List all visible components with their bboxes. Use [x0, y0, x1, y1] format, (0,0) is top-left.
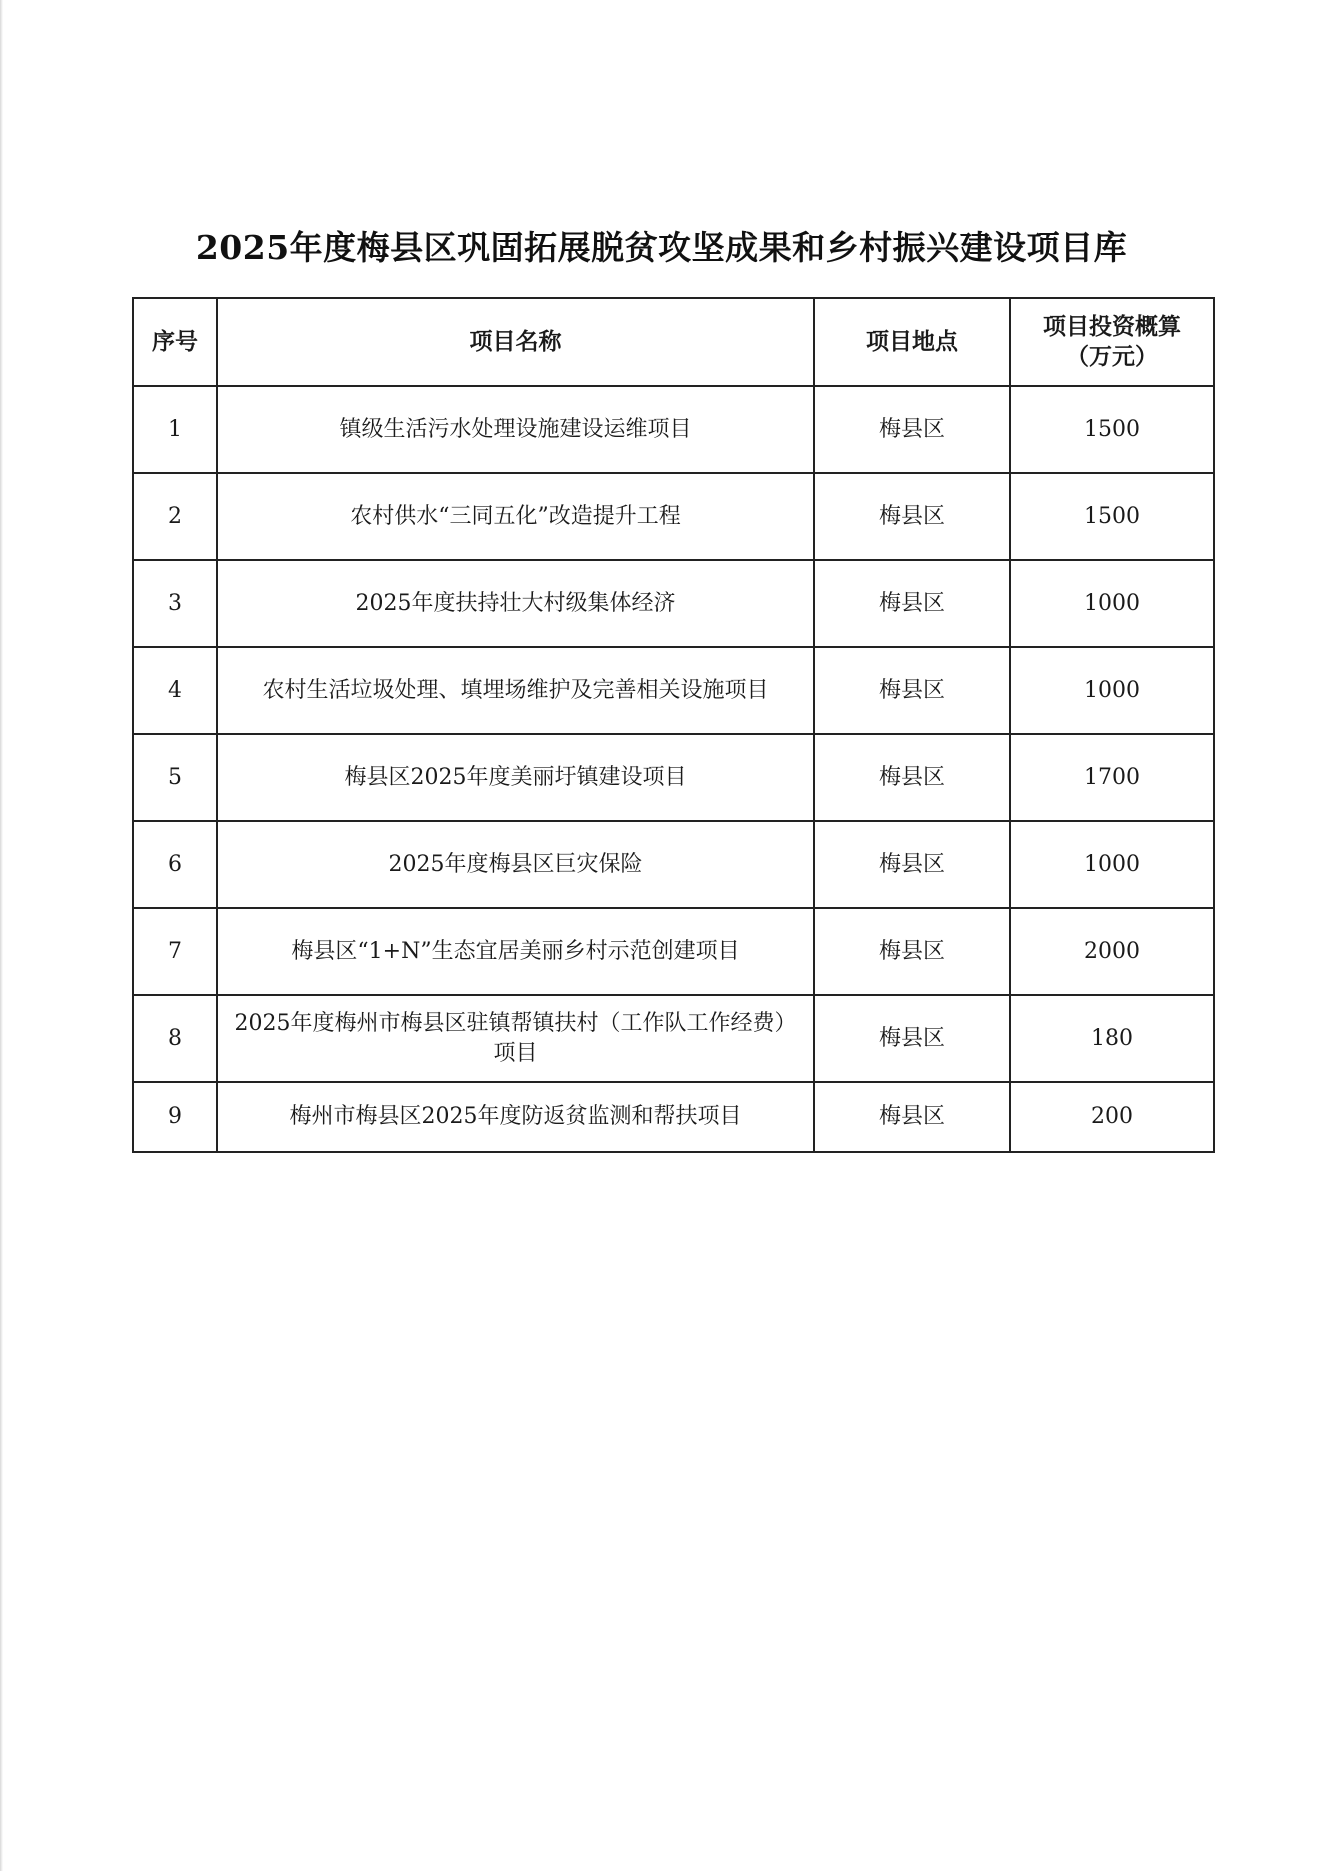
cell-location: 梅县区 [814, 647, 1010, 734]
page-edge [0, 0, 3, 1871]
table-header-row [133, 298, 1214, 386]
cell-seq: 3 [133, 560, 217, 647]
cell-location: 梅县区 [814, 734, 1010, 821]
cell-project-name: 梅县区“1+N”生态宜居美丽乡村示范创建项目 [217, 908, 814, 995]
cell-project-name: 梅州市梅县区2025年度防返贫监测和帮扶项目 [217, 1082, 814, 1152]
cell-project-name: 镇级生活污水处理设施建设运维项目 [217, 386, 814, 473]
cell-amount: 1500 [1010, 473, 1214, 560]
cell-project-name: 2025年度梅县区巨灾保险 [217, 821, 814, 908]
cell-seq: 8 [133, 995, 217, 1082]
table-row [133, 647, 1214, 734]
cell-amount: 1000 [1010, 821, 1214, 908]
cell-project-name: 2025年度扶持壮大村级集体经济 [217, 560, 814, 647]
cell-location: 梅县区 [814, 473, 1010, 560]
cell-seq: 9 [133, 1082, 217, 1152]
header-project-name: 项目名称 [217, 298, 814, 386]
cell-seq: 5 [133, 734, 217, 821]
document-title: 2025年度梅县区巩固拓展脱贫攻坚成果和乡村振兴建设项目库 [195, 228, 1128, 267]
cell-amount: 2000 [1010, 908, 1214, 995]
table-row [133, 995, 1214, 1082]
cell-amount: 1000 [1010, 560, 1214, 647]
cell-seq: 6 [133, 821, 217, 908]
cell-project-name: 2025年度梅州市梅县区驻镇帮镇扶村（工作队工作经费）项目 [217, 995, 814, 1082]
cell-amount: 200 [1010, 1082, 1214, 1152]
cell-project-name: 农村供水“三同五化”改造提升工程 [217, 473, 814, 560]
cell-location: 梅县区 [814, 560, 1010, 647]
cell-location: 梅县区 [814, 386, 1010, 473]
cell-amount: 1500 [1010, 386, 1214, 473]
header-seq: 序号 [133, 298, 217, 386]
cell-seq: 7 [133, 908, 217, 995]
cell-location: 梅县区 [814, 908, 1010, 995]
header-investment-estimate [1010, 298, 1214, 386]
table-row [133, 1082, 1214, 1152]
table-row [133, 473, 1214, 560]
cell-seq: 1 [133, 386, 217, 473]
cell-location: 梅县区 [814, 995, 1010, 1082]
table-row [133, 386, 1214, 473]
cell-location: 梅县区 [814, 1082, 1010, 1152]
cell-seq: 2 [133, 473, 217, 560]
cell-amount: 1000 [1010, 647, 1214, 734]
header-investment-unit: （万元） [1066, 343, 1158, 370]
project-table [132, 297, 1215, 1153]
table-row [133, 908, 1214, 995]
header-project-location: 项目地点 [814, 298, 1010, 386]
cell-project-name: 农村生活垃圾处理、填埋场维护及完善相关设施项目 [217, 647, 814, 734]
cell-amount: 180 [1010, 995, 1214, 1082]
table-row [133, 821, 1214, 908]
cell-amount: 1700 [1010, 734, 1214, 821]
cell-project-name: 梅县区2025年度美丽圩镇建设项目 [217, 734, 814, 821]
cell-seq: 4 [133, 647, 217, 734]
table-row [133, 734, 1214, 821]
cell-location: 梅县区 [814, 821, 1010, 908]
header-investment-label: 项目投资概算 [1043, 313, 1181, 340]
table-row [133, 560, 1214, 647]
